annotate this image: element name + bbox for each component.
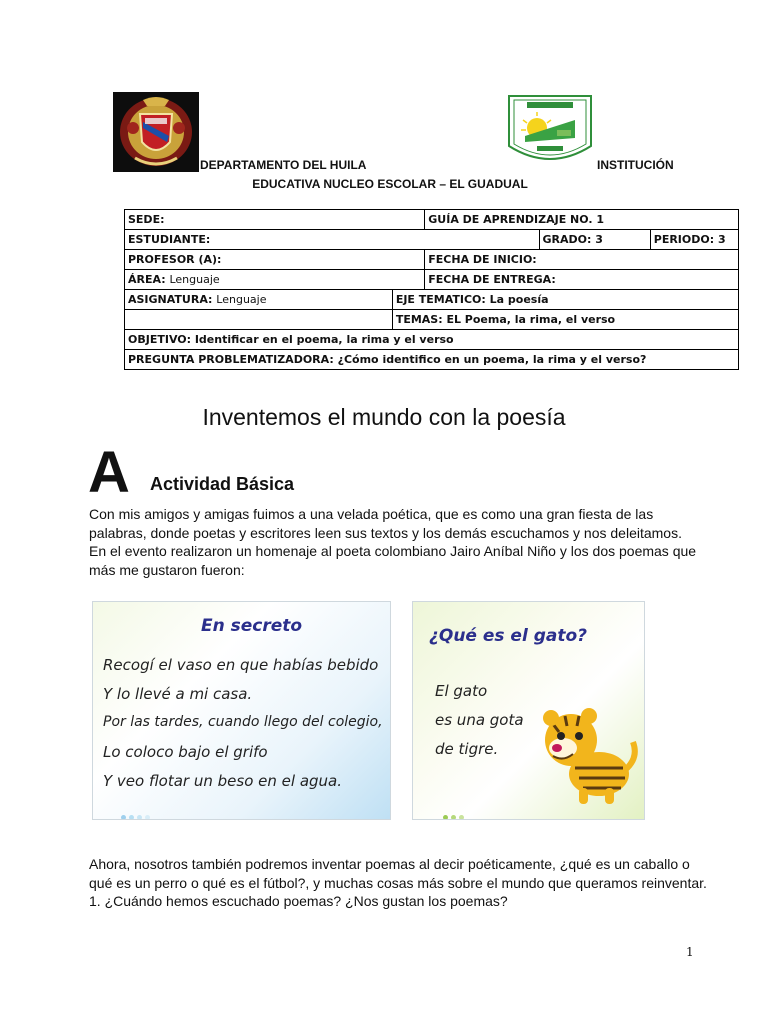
estudiante-cell: ESTUDIANTE: — [125, 230, 540, 250]
poem-line: Lo coloco bajo el grifo — [103, 743, 268, 761]
header-school-name-text: EDUCATIVA NUCLEO ESCOLAR – EL GUADUAL — [252, 177, 528, 191]
header-institution: INSTITUCIÓN — [597, 158, 674, 172]
profesor-cell: PROFESOR (A): — [125, 250, 425, 270]
table-row — [125, 290, 739, 310]
guia-cell: GUÍA DE APRENDIZAJE NO. 1 — [425, 210, 739, 230]
poem-title: En secreto — [201, 616, 303, 636]
temas-cell: TEMAS: EL Poema, la rima, el verso — [392, 310, 738, 330]
table-row — [125, 250, 739, 270]
periodo-cell: PERIODO: 3 — [650, 230, 738, 250]
poem-line: Por las tardes, cuando llego del colegio, — [103, 714, 383, 730]
asignatura-cell — [125, 290, 393, 310]
intro-paragraph: Con mis amigos y amigas fuimos a una velada poética, que es como una gran fiesta de las palabras, donde poetas y escritores leen sus textos y los demás escuchamos y nos deleitamos. En el evento realizaron un homenaje al poeta colombiano Jairo Aníbal Niño y los dos poemas que más me gustaron fueron: — [89, 506, 697, 578]
poem-line: El gato — [435, 682, 488, 700]
poem-card-que-es-el-gato — [412, 601, 645, 820]
table-row — [125, 210, 739, 230]
poem-line: de tigre. — [435, 740, 499, 758]
closing-section — [89, 855, 709, 911]
section-heading: Actividad Básica — [150, 474, 295, 494]
poem-card-en-secreto — [92, 601, 391, 820]
poem-line: es una gota — [435, 711, 524, 729]
header-school-name — [0, 177, 768, 191]
decorative-dots — [121, 807, 153, 813]
fecha-entrega-cell: FECHA DE ENTREGA: — [425, 270, 739, 290]
grado-cell: GRADO: 3 — [539, 230, 650, 250]
page-number: 1 — [686, 945, 694, 959]
objetivo-cell: OBJETIVO: Identificar en el poema, la rima y el verso — [125, 330, 739, 350]
info-table — [124, 209, 739, 370]
sede-cell: SEDE: — [125, 210, 425, 230]
poem-title: ¿Qué es el gato? — [429, 626, 588, 646]
huila-crest-icon — [113, 92, 199, 172]
table-row — [125, 330, 739, 350]
school-seal-icon — [503, 90, 597, 170]
question-1: 1. ¿Cuándo hemos escuchado poemas? ¿Nos gustan los poemas? — [89, 893, 508, 909]
poem-line: Recogí el vaso en que habías bebido — [103, 656, 379, 674]
poem-line: Y veo flotar un beso en el agua. — [103, 772, 342, 790]
empty-cell — [125, 310, 393, 330]
table-row — [125, 270, 739, 290]
fecha-inicio-cell: FECHA DE INICIO: — [425, 250, 739, 270]
tiger-illustration — [535, 698, 639, 808]
header-department: DEPARTAMENTO DEL HUILA — [200, 158, 367, 172]
closing-paragraph: Ahora, nosotros también podremos inventar poemas al decir poéticamente, ¿qué es un caballo o qué es un perro o qué es el fútbol?, y muchas cosas más sobre el mundo que queramos reinventar. — [89, 856, 707, 891]
area-label: ÁREA: — [128, 273, 166, 286]
table-row — [125, 230, 739, 250]
decorative-dots — [443, 807, 467, 813]
poem-line: Y lo llevé a mi casa. — [103, 685, 253, 703]
eje-cell: EJE TEMATICO: La poesía — [392, 290, 738, 310]
pregunta-cell: PREGUNTA PROBLEMATIZADORA: ¿Cómo identifico en un poema, la rima y el verso? — [125, 350, 739, 370]
asignatura-value: Lenguaje — [216, 293, 267, 306]
asignatura-label: ASIGNATURA: — [128, 293, 213, 306]
area-cell — [125, 270, 425, 290]
table-row — [125, 350, 739, 370]
table-row — [125, 310, 739, 330]
section-letter: A — [88, 440, 130, 505]
page-title: Inventemos el mundo con la poesía — [202, 404, 566, 430]
area-value: Lenguaje — [169, 273, 220, 286]
